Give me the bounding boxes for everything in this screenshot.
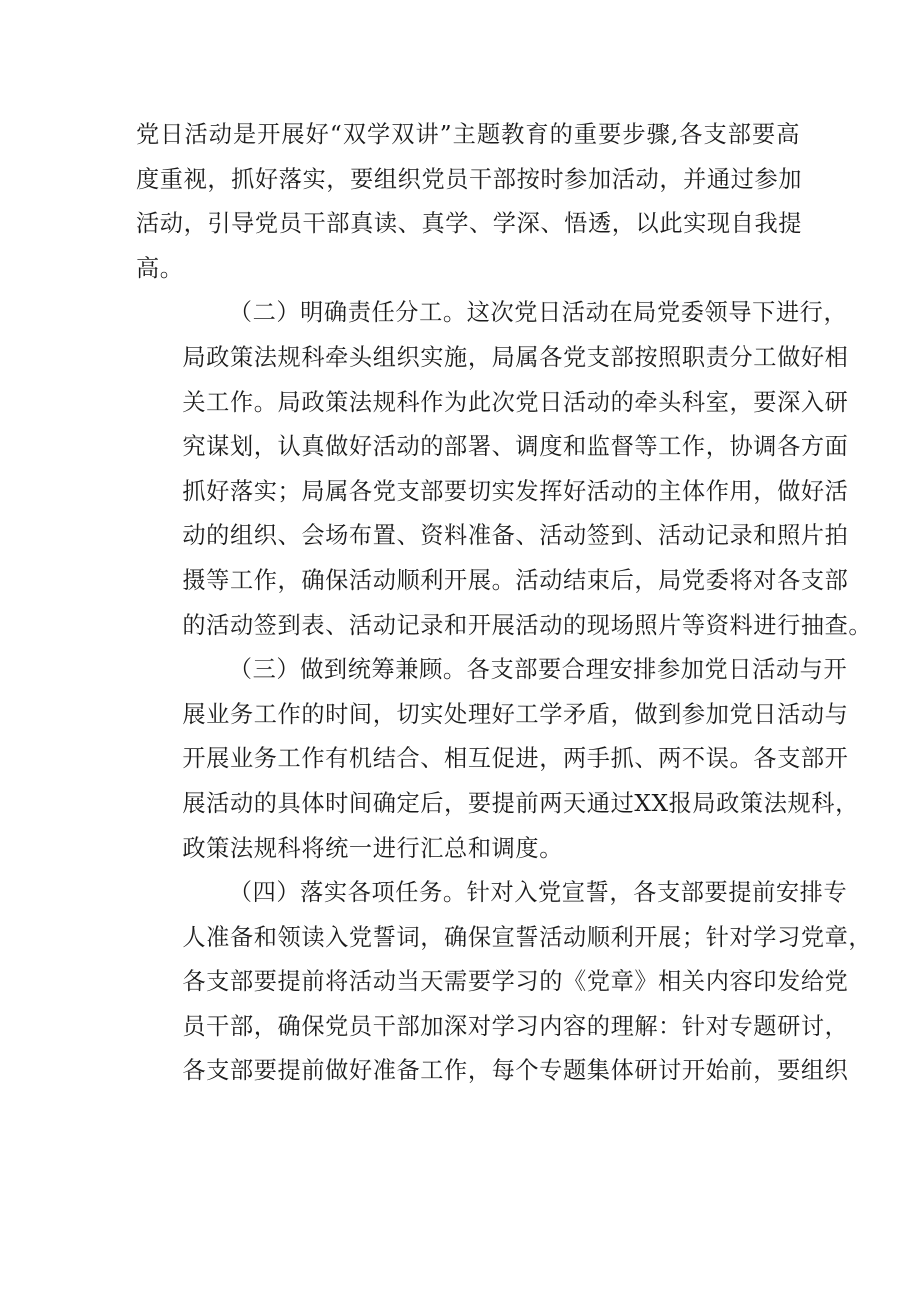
text-line: 党日活动是开展好“双学双讲”主题教育的重要步骤,各支部要高 [136,121,800,148]
text-line: 摄等工作，确保活动顺利开展。活动结束后，局党委将对各支部 [182,566,849,594]
text-line: 政策法规科将统一进行汇总和调度。 [182,834,563,862]
paragraph-p2 [136,291,873,648]
text-line: 局政策法规科牵头组织实施，局属各党支部按照职责分工做好相 [182,343,849,371]
text-line: 的活动签到表、活动记录和开展活动的现场照片等资料进行抽查。 [182,611,873,639]
document-body [136,113,873,1094]
text-line: 抓好落实；局属各党支部要切实发挥好活动的主体作用，做好活 [182,477,849,505]
text-line: 度重视，抓好落实，要组织党员干部按时参加活动，并通过参加 [136,165,803,193]
text-line: （三）做到统筹兼顾。各支部要合理安排参加党日活动与开 [228,656,848,684]
text-line: 各支部要提前做好准备工作，每个专题集体研讨开始前，要组织 [182,1057,849,1085]
paragraph-p4 [136,871,873,1094]
text-line: 各支部要提前将活动当天需要学习的《党章》相关内容印发给党 [182,968,849,996]
text-line: 活动，引导党员干部真读、真学、学深、悟透，以此实现自我提 [136,210,803,238]
paragraph-p3 [136,648,859,871]
text-line: （四）落实各项任务。针对入党宣誓，各支部要提前安排专 [228,879,848,907]
text-line: 高。 [136,254,184,282]
paragraph-p1 [136,113,803,291]
text-line: 展业务工作的时间，切实处理好工学矛盾，做到参加党日活动与 [182,700,849,728]
text-line: （二）明确责任分工。这次党日活动在局党委领导下进行， [228,299,848,327]
text-line: 动的组织、会场布置、资料准备、活动签到、活动记录和照片拍 [182,522,849,550]
text-line: 关工作。局政策法规科作为此次党日活动的牵头科室，要深入研 [182,388,849,416]
text-line: 人准备和领读入党誓词，确保宣誓活动顺利开展；针对学习党章， [182,923,873,951]
text-line: 究谋划，认真做好活动的部署、调度和监督等工作，协调各方面 [182,433,849,461]
text-line: 展活动的具体时间确定后，要提前两天通过XX报局政策法规科， [182,789,859,817]
text-line: 员干部，确保党员干部加深对学习内容的理解：针对专题研讨， [182,1012,849,1040]
text-line: 开展业务工作有机结合、相互促进，两手抓、两不误。各支部开 [182,745,849,773]
